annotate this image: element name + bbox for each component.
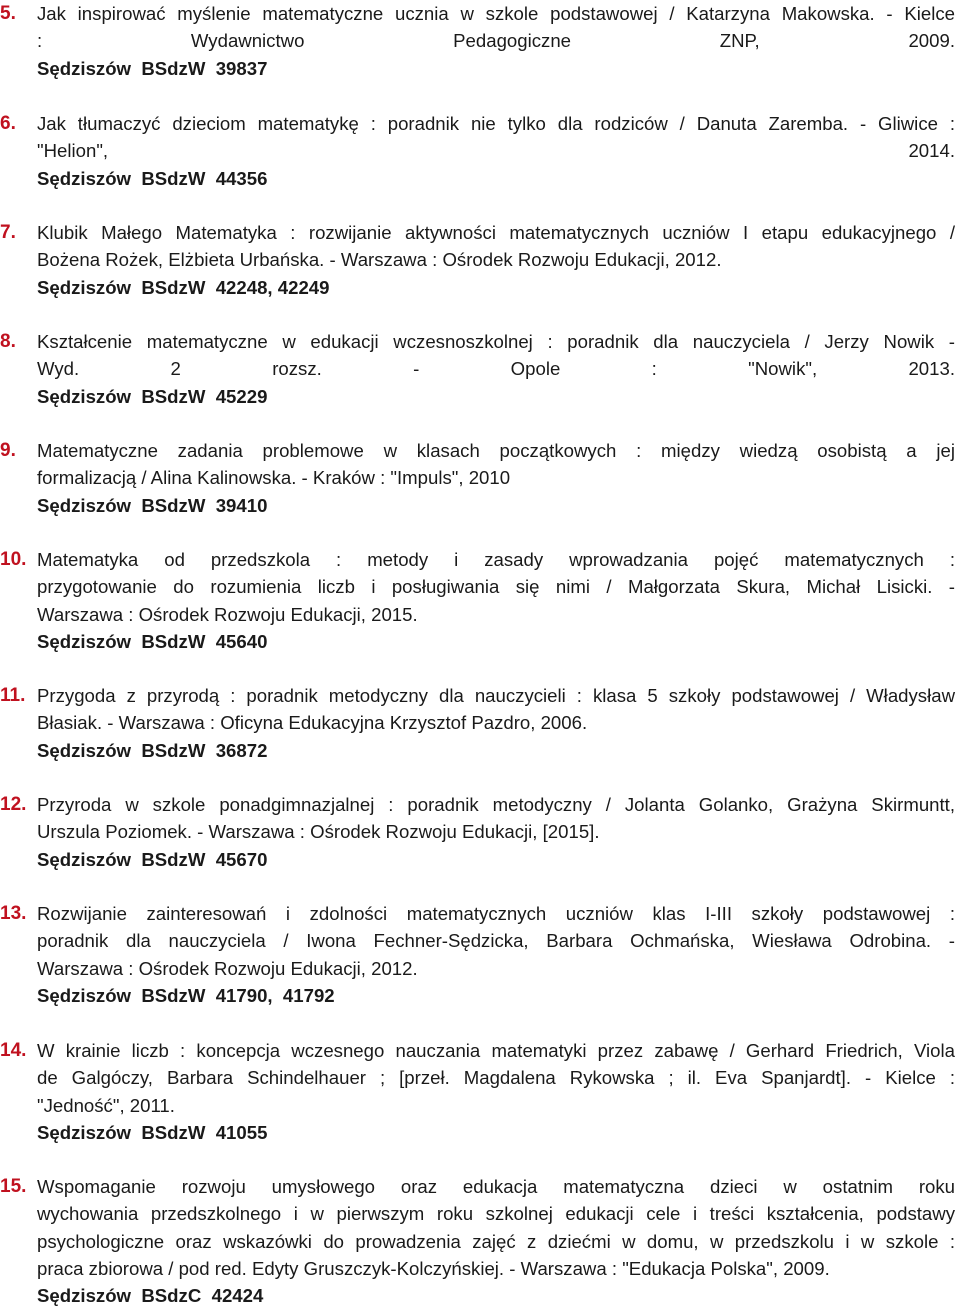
entry-description-line: W krainie liczb : koncepcja wczesnego nauczania matematyki przez zabawę / Gerhard Friedrich, Viola xyxy=(37,1040,955,1061)
entry-description xyxy=(37,900,955,982)
bibliography-entry xyxy=(0,110,960,192)
entry-description-line: Warszawa : Ośrodek Rozwoju Edukacji, 2015. xyxy=(37,603,418,625)
entry-location: Sędziszów BSdzW 42248, 42249 xyxy=(37,276,330,298)
entry-location: Sędziszów BSdzW 45640 xyxy=(37,630,268,652)
entry-description xyxy=(37,328,955,383)
bibliography-entry xyxy=(0,0,960,82)
entry-location: Sędziszów BSdzW 45229 xyxy=(37,385,268,407)
bibliography-entry xyxy=(0,1173,960,1309)
entry-description-line: Jak tłumaczyć dzieciom matematykę : poradnik nie tylko dla rodziców / Danuta Zaremba. - Gliwice : xyxy=(37,113,955,134)
entry-number: 10. xyxy=(0,549,27,570)
bibliography-entry xyxy=(0,219,960,301)
entry-description-line: poradnik dla nauczyciela / Iwona Fechner-Sędzicka, Barbara Ochmańska, Wiesława Odrobina. - xyxy=(37,930,955,952)
entry-description-line: de Galgóczy, Barbara Schindelhauer ; [przeł. Magdalena Rykowska ; il. Eva Spanjardt]. - Kielce : xyxy=(37,1067,955,1089)
entry-number: 9. xyxy=(0,440,16,461)
bibliography-entry xyxy=(0,791,960,873)
entry-description-line: Kształcenie matematyczne w edukacji wczesnoszkolnej : poradnik dla nauczyciela / Jerzy Nowik - xyxy=(37,331,955,352)
entry-number: 11. xyxy=(0,685,26,706)
entry-location: Sędziszów BSdzW 39837 xyxy=(37,57,268,79)
entry-description-line: : Wydawnictwo Pedagogiczne ZNP, 2009. xyxy=(37,30,955,52)
entry-description-line: Urszula Poziomek. - Warszawa : Ośrodek Rozwoju Edukacji, [2015]. xyxy=(37,821,600,843)
bibliography-entry xyxy=(0,1037,960,1146)
entry-number: 6. xyxy=(0,113,16,134)
bibliography-entry xyxy=(0,900,960,1009)
entry-location: Sędziszów BSdzW 41055 xyxy=(37,1121,268,1143)
entry-description-line: Jak inspirować myślenie matematyczne ucznia w szkole podstawowej / Katarzyna Makowska. - Kielce xyxy=(37,3,955,24)
entry-description xyxy=(37,546,955,628)
bibliography-entry xyxy=(0,437,960,519)
entry-location: Sędziszów BSdzW 44356 xyxy=(37,167,268,189)
entry-description-line: przygotowanie do rozumienia liczb i posługiwania się nimi / Małgorzata Skura, Michał Lisicki. - xyxy=(37,576,955,598)
bibliography-entry xyxy=(0,328,960,410)
entry-description-line: "Jedność", 2011. xyxy=(37,1094,175,1116)
entry-number: 15. xyxy=(0,1176,27,1197)
entry-description-line: Bożena Rożek, Elżbieta Urbańska. - Warszawa : Ośrodek Rozwoju Edukacji, 2012. xyxy=(37,249,722,271)
entry-description xyxy=(37,0,955,55)
entry-location: Sędziszów BSdzW 39410 xyxy=(37,494,268,516)
entry-description-line: Przyroda w szkole ponadgimnazjalnej : poradnik metodyczny / Jolanta Golanko, Grażyna Skirmuntt, xyxy=(37,794,955,815)
bibliography-entry xyxy=(0,682,960,764)
entry-description xyxy=(37,437,955,492)
entry-description-line: formalizacją / Alina Kalinowska. - Kraków : "Impuls", 2010 xyxy=(37,467,511,489)
entry-number: 5. xyxy=(0,3,16,24)
entry-number: 7. xyxy=(0,222,16,243)
entry-number: 12. xyxy=(0,794,27,815)
entry-number: 13. xyxy=(0,903,27,924)
entry-description xyxy=(37,110,955,165)
entry-description-line: Matematyka od przedszkola : metody i zasady wprowadzania pojęć matematycznych : xyxy=(37,549,955,570)
entry-description-line: Warszawa : Ośrodek Rozwoju Edukacji, 2012. xyxy=(37,957,418,979)
entry-number: 14. xyxy=(0,1040,27,1061)
bibliography-entry xyxy=(0,546,960,655)
entry-description-line: Klubik Małego Matematyka : rozwijanie aktywności matematycznych uczniów I etapu edukacyjnego / xyxy=(37,222,955,243)
entry-location: Sędziszów BSdzW 45670 xyxy=(37,848,268,870)
entry-location: Sędziszów BSdzC 42424 xyxy=(37,1285,264,1307)
entry-number: 8. xyxy=(0,331,16,352)
entry-description xyxy=(37,1173,955,1282)
entry-description-line: wychowania przedszkolnego i w pierwszym roku szkolnej edukacji cele i treści kształcenia, podstawy xyxy=(37,1203,955,1225)
entry-description xyxy=(37,219,955,274)
entry-description xyxy=(37,791,955,846)
entry-description-line: psychologiczne oraz wskazówki do prowadzenia zajęć z dziećmi w domu, w przedszkolu i w szkole : xyxy=(37,1230,955,1252)
entry-description-line: Rozwijanie zainteresowań i zdolności matematycznych uczniów klas I-III szkoły podstawowej : xyxy=(37,903,955,924)
entry-description-line: Wyd. 2 rozsz. - Opole : "Nowik", 2013. xyxy=(37,358,955,380)
entry-description xyxy=(37,682,955,737)
entry-description-line: Błasiak. - Warszawa : Oficyna Edukacyjna Krzysztof Pazdro, 2006. xyxy=(37,712,588,734)
entry-description xyxy=(37,1037,955,1119)
entry-location: Sędziszów BSdzW 36872 xyxy=(37,739,268,761)
entry-description-line: "Helion", 2014. xyxy=(37,140,955,162)
entry-description-line: Matematyczne zadania problemowe w klasach początkowych : między wiedzą osobistą a jej xyxy=(37,440,955,461)
entry-description-line: Wspomaganie rozwoju umysłowego oraz edukacja matematyczna dzieci w ostatnim roku xyxy=(37,1176,955,1197)
entry-description-line: Przygoda z przyrodą : poradnik metodyczny dla nauczycieli : klasa 5 szkoły podstawowej / Władysław xyxy=(37,685,955,706)
entry-location: Sędziszów BSdzW 41790, 41792 xyxy=(37,984,335,1006)
entry-description-line: praca zbiorowa / pod red. Edyty Gruszczyk-Kolczyńskiej. - Warszawa : "Edukacja Polska", 2009. xyxy=(37,1257,830,1279)
